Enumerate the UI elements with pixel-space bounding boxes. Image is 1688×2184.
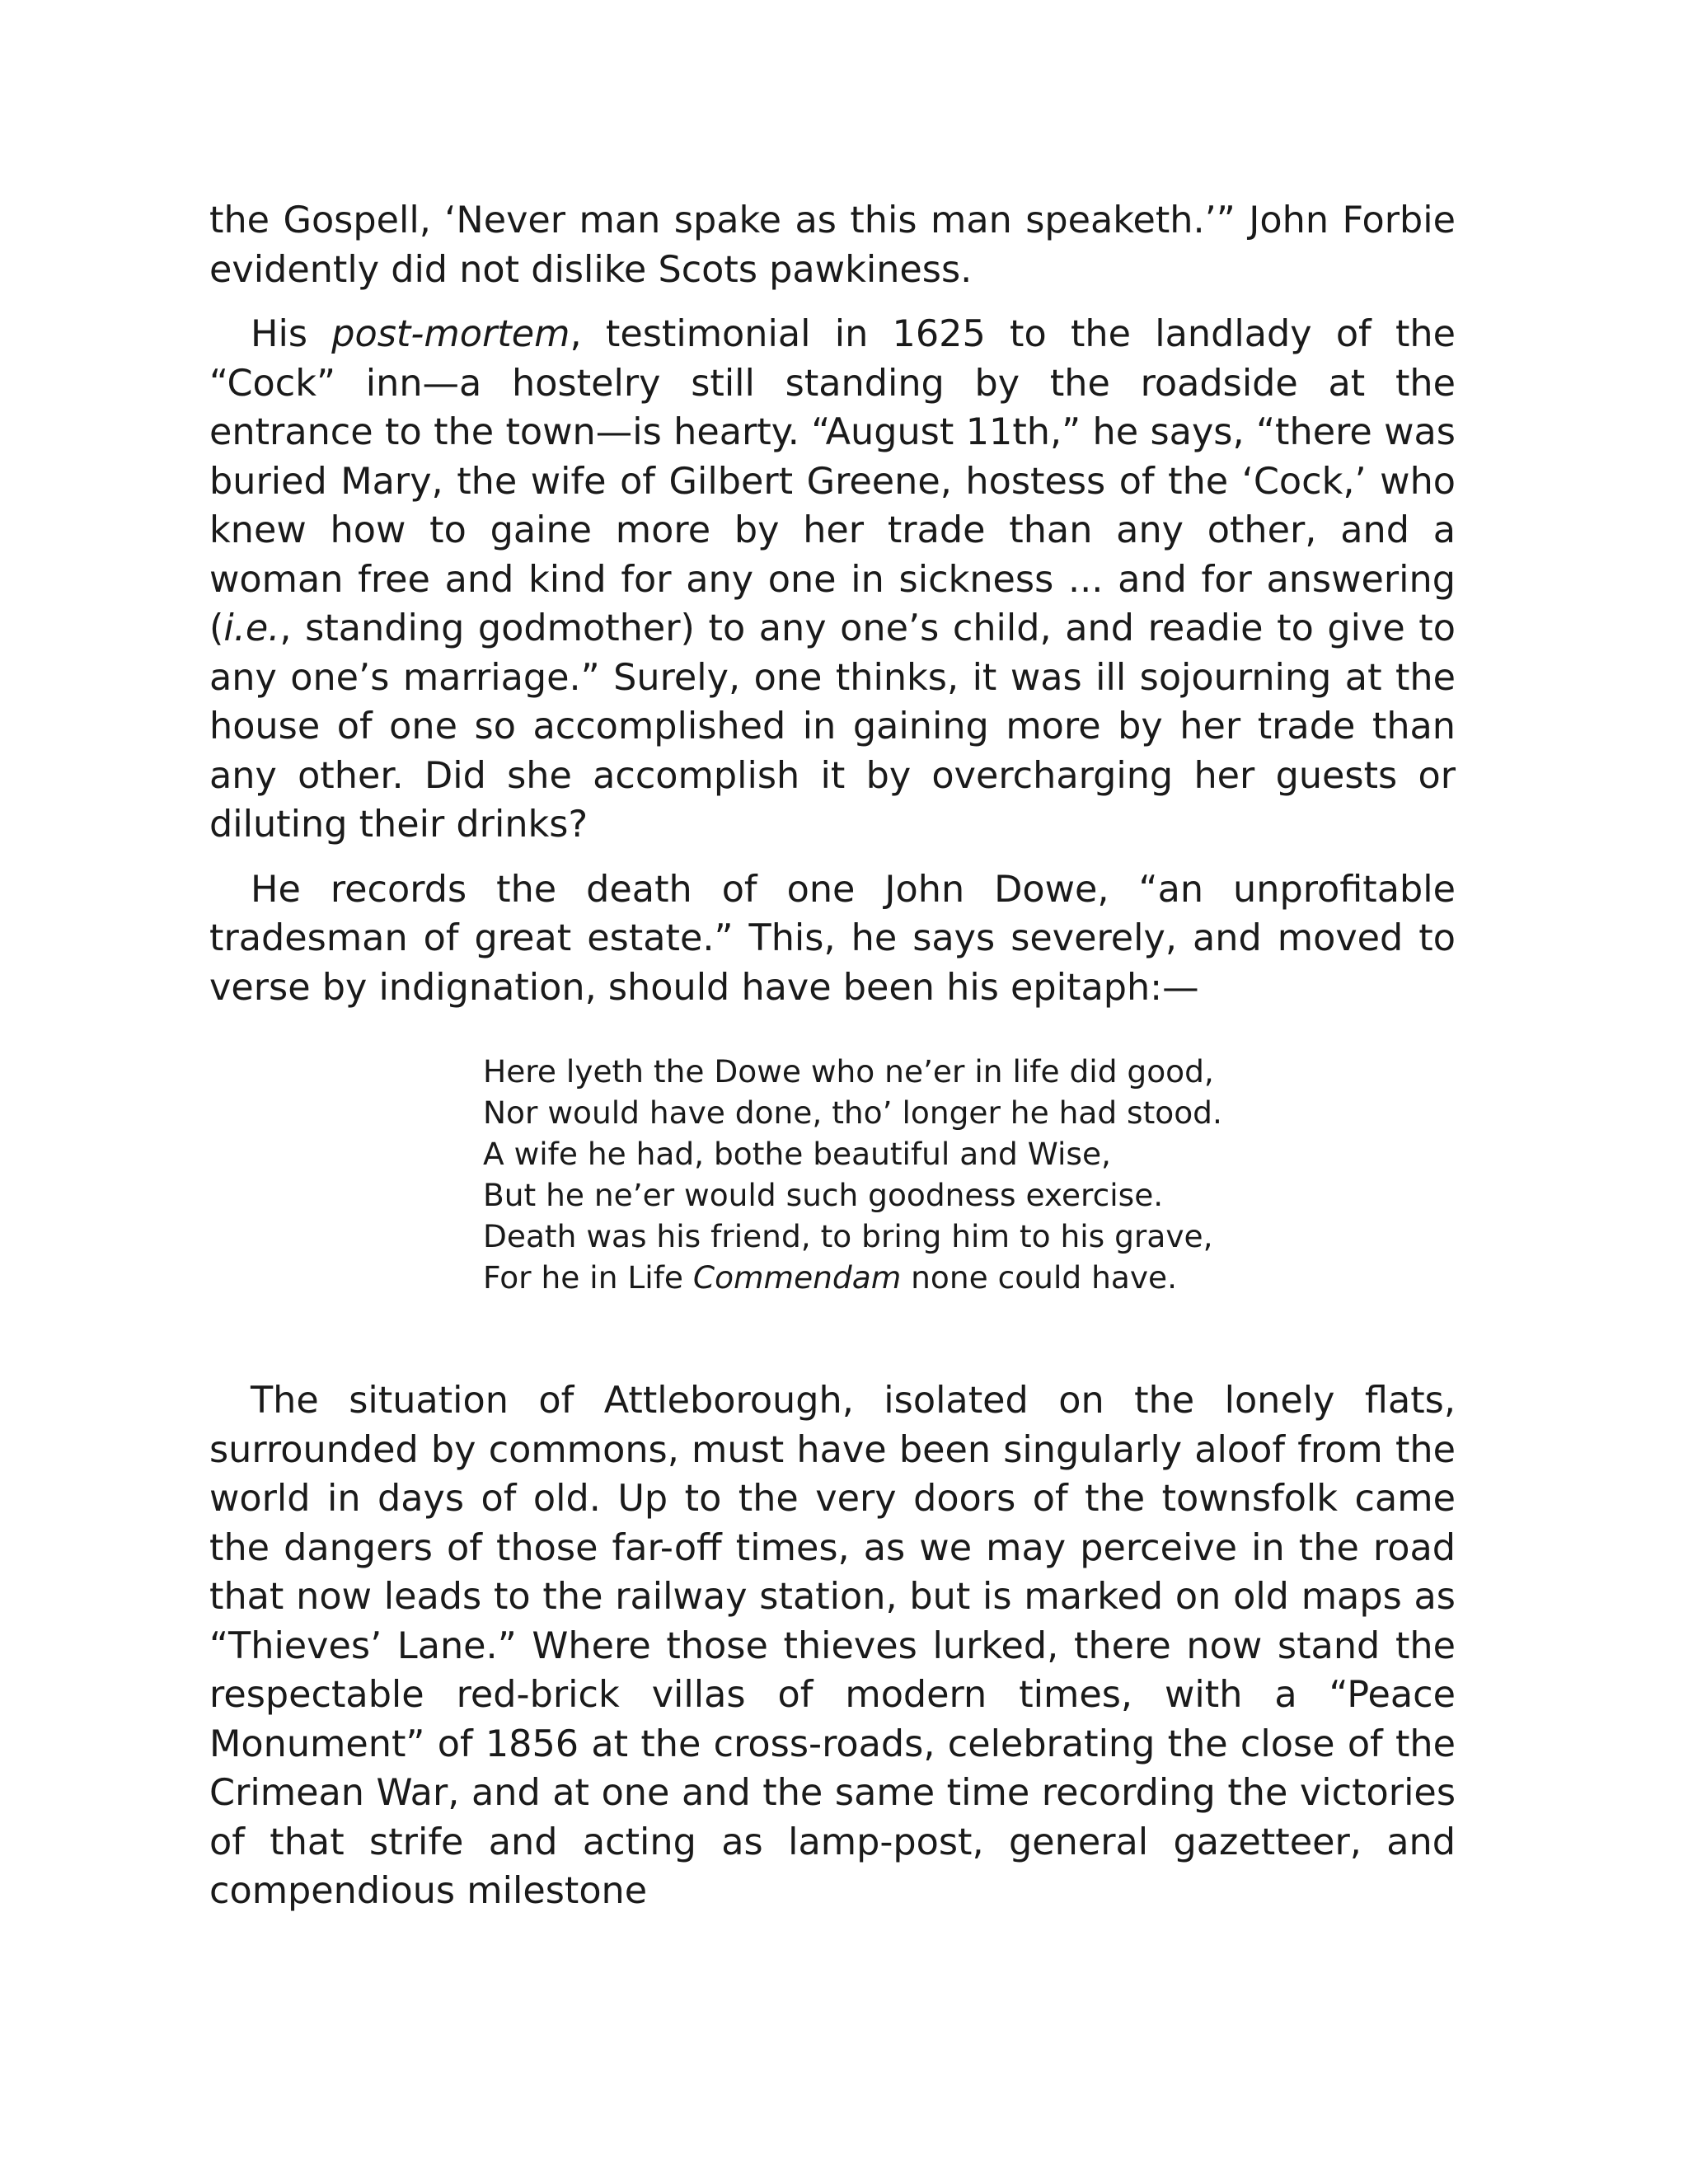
poem-line: Here lyeth the Dowe who ne’er in life did good, xyxy=(483,1053,1214,1090)
paragraph-gospell xyxy=(209,196,1456,294)
paragraph-text: , testimonial in 1625 to the landlady of the “Cock” inn—a hostelry still standing by the roadside at the entrance to the town—is hearty. “August 11th,” he says, “there was buried Mary, the wife of Gilbert Greene, hostess of the ‘Cock,’ who knew how to gaine more by her trade than any other, and a woman free and kind for any one in sickness ... and for answering ( xyxy=(209,313,1456,649)
page-body xyxy=(209,196,1456,1916)
italic-term-post-mortem: post-mortem xyxy=(331,313,570,355)
poem-line: A wife he had, bothe beautiful and Wise, xyxy=(483,1136,1111,1172)
epitaph-poem xyxy=(483,1051,1456,1298)
poem-line xyxy=(483,1257,1456,1298)
italic-term-commendam: Commendam xyxy=(692,1259,902,1296)
poem-line: But he ne’er would such goodness exercise. xyxy=(483,1177,1164,1213)
poem-line: Nor would have done, tho’ longer he had stood. xyxy=(483,1094,1222,1131)
paragraph-attleborough xyxy=(209,1376,1456,1916)
poem-text: none could have. xyxy=(901,1259,1178,1296)
poem-text: For he in Life xyxy=(483,1259,693,1296)
paragraph-text: His xyxy=(251,313,332,355)
italic-term-ie: i.e. xyxy=(223,607,280,649)
paragraph-post-mortem xyxy=(209,310,1456,850)
poem-line: Death was his friend, to bring him to his grave, xyxy=(483,1218,1213,1254)
paragraph-text: the Gospell, ‘Never man spake as this man speaketh.’” John Forbie evidently did not dislike Scots pawkiness. xyxy=(209,199,1456,291)
paragraph-text: , standing godmother) to any one’s child, and readie to give to any one’s marriage.” Surely, one thinks, it was ill sojourning at the house of one so accomplished in gaining more by her trade than any other. Did she accomplish it by overcharging her guests or diluting their drinks? xyxy=(209,607,1456,846)
paragraph-text: The situation of Attleborough, isolated on the lonely flats, surrounded by commons, must have been singularly aloof from the world in days of old. Up to the very doors of the townsfolk came the dangers of those far-off times, as we may perceive in the road that now leads to the railway station, but is marked on old maps as “Thieves’ Lane.” Where those thieves lurked, there now stand the respectable red-brick villas of modern times, with a “Peace Monument” of 1856 at the cross-roads, celebrating the close of the Crimean War, and at one and the same time recording the victories of that strife and acting as lamp-post, general gazetteer, and compendious milestone xyxy=(209,1380,1456,1912)
paragraph-text: He records the death of one John Dowe, “an unprofitable tradesman of great estate.” This, he says severely, and moved to verse by indignation, should have been his epitaph:— xyxy=(209,868,1456,1009)
paragraph-john-dowe xyxy=(209,865,1456,1013)
